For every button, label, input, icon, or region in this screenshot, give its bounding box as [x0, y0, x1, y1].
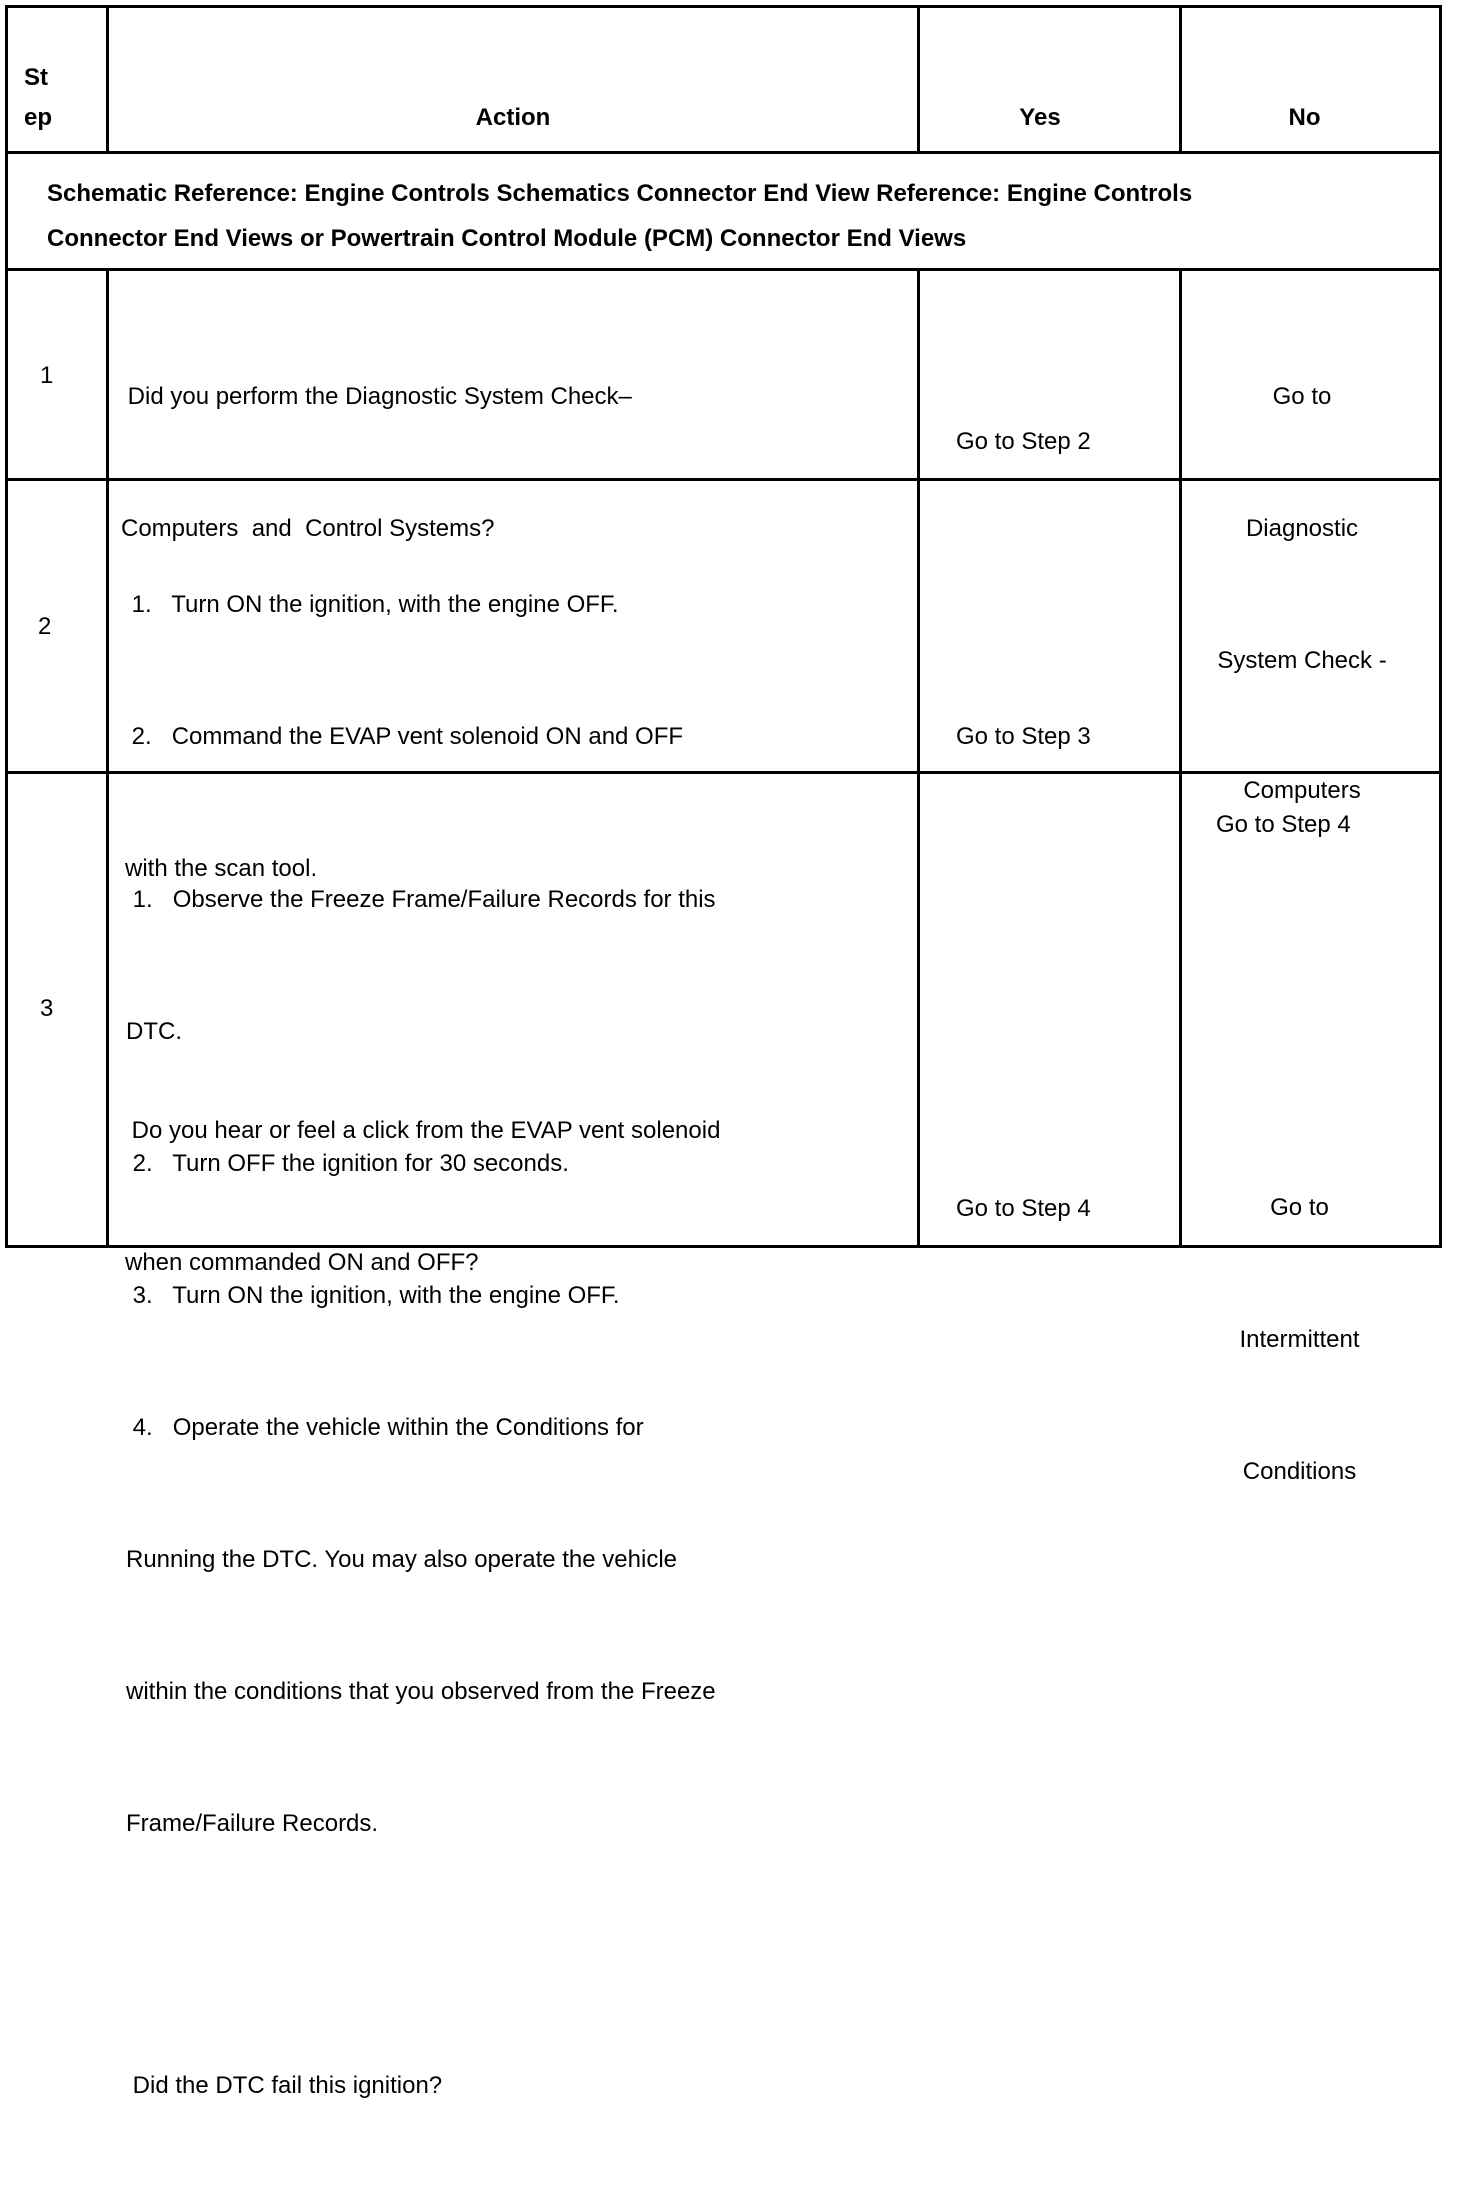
no-line: Go to Step 4 — [1216, 811, 1351, 838]
schematic-reference-line-1: Schematic Reference: Engine Controls Schematics Connector End View Reference: Engine Controls — [47, 180, 1193, 207]
header-no: No — [1288, 104, 1321, 131]
no-line: Go to — [1270, 1194, 1329, 1221]
no-line: Go to — [1272, 383, 1332, 410]
schematic-reference-line-2: Connector End Views or Powertrain Control Module (PCM) Connector End Views — [47, 225, 967, 252]
action-line: 2. Turn OFF the ignition for 30 seconds. — [126, 1150, 569, 1177]
action-line: within the conditions that you observed from the Freeze — [126, 1678, 716, 1705]
action-line: Computers and Control Systems? — [121, 515, 495, 542]
action-line: when commanded ON and OFF? — [125, 1249, 479, 1276]
step-3-yes: Go to Step 4 — [956, 1195, 1091, 1222]
action-line: 3. Turn ON the ignition, with the engine OFF. — [126, 1282, 620, 1309]
action-line: Running the DTC. You may also operate the vehicle — [126, 1546, 678, 1573]
step-1-number: 1 — [40, 362, 54, 389]
action-line: with the scan tool. — [125, 855, 318, 882]
divider-reference — [5, 268, 1442, 271]
no-line: Conditions — [1242, 1458, 1357, 1485]
divider-step-action-body — [106, 270, 109, 1248]
action-line: 2. Command the EVAP vent solenoid ON and OFF — [125, 723, 684, 750]
divider-action-yes-body — [917, 270, 920, 1248]
header-step: St ep — [24, 64, 53, 131]
header-yes: Yes — [1019, 104, 1061, 131]
action-line: Frame/Failure Records. — [126, 1810, 379, 1837]
header-action: Action — [475, 104, 551, 131]
divider-header — [5, 151, 1442, 154]
step-3-action — [126, 790, 716, 2196]
step-3-no — [1182, 1098, 1417, 1582]
action-line: Do you hear or feel a click from the EVAP vent solenoid — [125, 1117, 721, 1144]
action-line — [126, 1934, 716, 1976]
action-line: 4. Operate the vehicle within the Conditions for — [126, 1414, 644, 1441]
no-line: Diagnostic — [1245, 515, 1359, 542]
no-line: Computers — [1243, 777, 1361, 804]
action-line: Did the DTC fail this ignition? — [126, 2072, 443, 2099]
action-line: 1. Turn ON the ignition, with the engine OFF. — [125, 591, 619, 618]
action-line: DTC. — [126, 1018, 182, 1045]
no-line: Intermittent — [1239, 1326, 1360, 1353]
step-2-number: 2 — [38, 613, 52, 640]
step-3-number: 3 — [40, 995, 54, 1022]
no-line: System Check - — [1217, 647, 1387, 674]
step-1-yes: Go to Step 2 — [956, 428, 1091, 455]
step-2-yes: Go to Step 3 — [956, 723, 1091, 750]
action-line: 1. Observe the Freeze Frame/Failure Records for this — [126, 886, 716, 913]
action-line: Did you perform the Diagnostic System Check– — [121, 383, 632, 410]
step-2-no — [1216, 715, 1351, 935]
